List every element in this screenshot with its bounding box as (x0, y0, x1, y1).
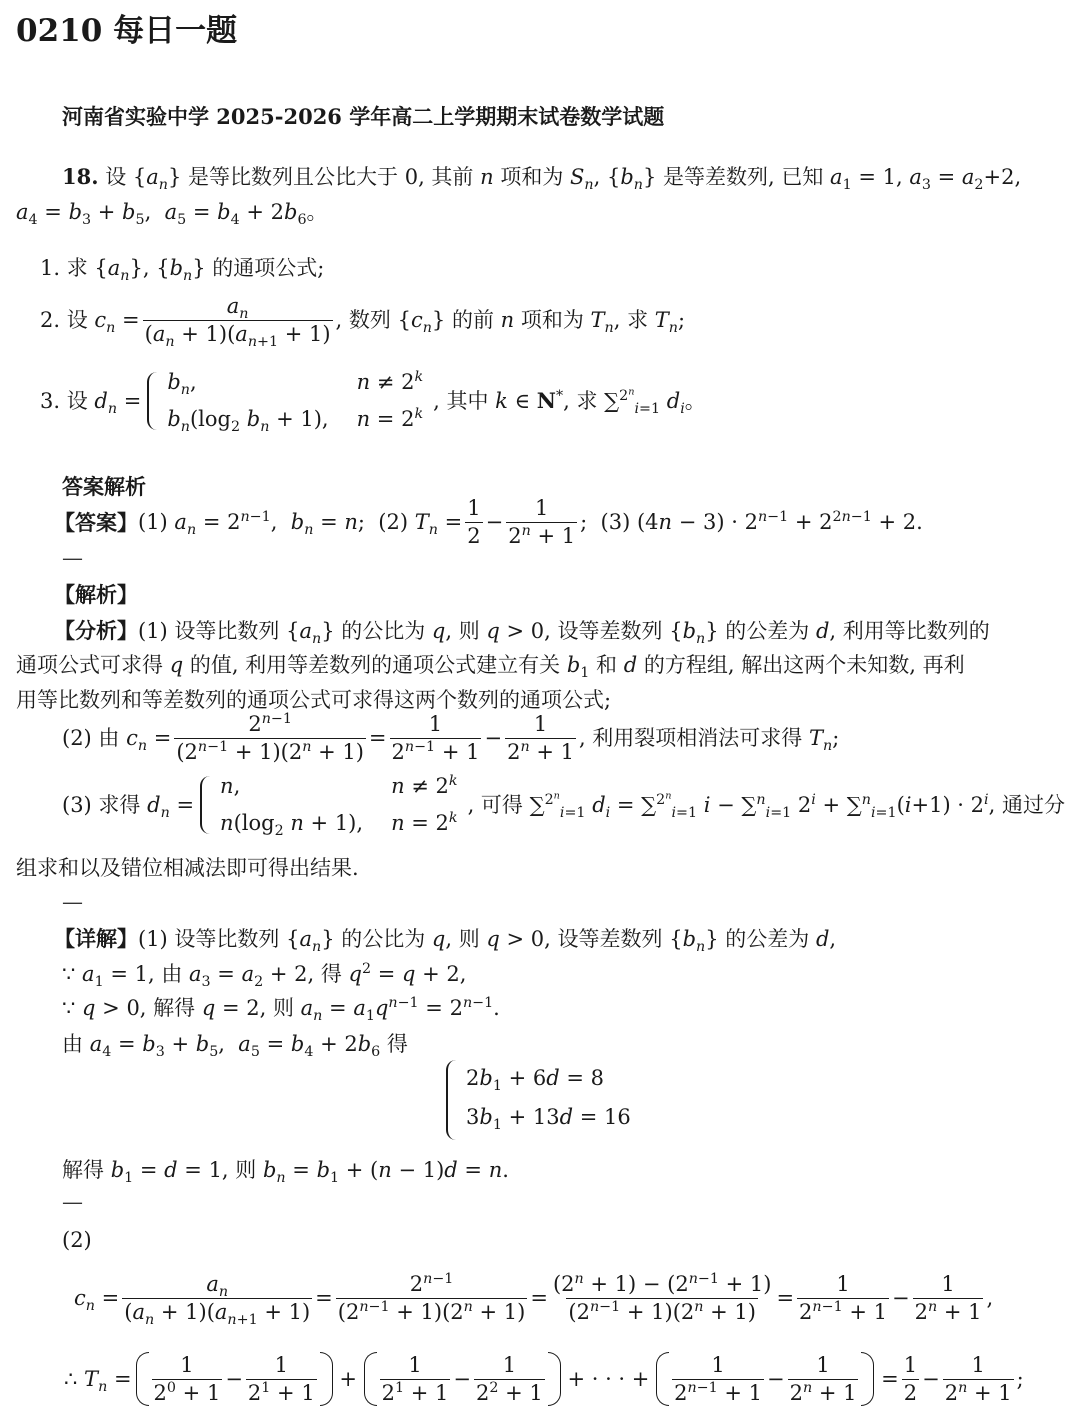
analysis-line-1: 【分析】(1) 设等比数列 $\{a_n\}$ 的公比为 q, 则 q > 0, 设等差数列 $\{b_n\}$ 的公差为 d, 利用等比数列的 (54, 618, 990, 647)
detail-line-3: ∵ q > 0, 解得 q = 2, 则 $a_n = a_1q^{n-1} = 2^{n-1}$. (62, 995, 500, 1024)
detail-line-1: 【详解】(1) 设等比数列 $\{a_n\}$ 的公比为 q, 则 q > 0, 设等差数列 $\{b_n\}$ 的公差为 d, (54, 926, 837, 955)
question-3: 3. 设 $d_n$ = $b_n$, $n \ne 2^k$ $b_n(\log_2$ $b_n + 1$), $n = 2^k$ , 其中 k ∈ N*, 求 ∑$^{2^n}_{i=1}$ $d_i$。 (40, 369, 706, 435)
analysis-heading: 【解析】 (54, 582, 138, 607)
analysis-label: 【分析】 (54, 618, 138, 643)
analysis-line-2: 通项公式可求得 q 的值, 利用等差数列的通项公式建立有关 $b_1$ 和 d 的方程组, 解出这两个未知数, 再利 (16, 653, 965, 681)
answer-heading: 答案解析 (62, 474, 146, 499)
cn-fraction: $\frac{a_n}{(a_n + 1)(a_{n+1} + 1)}$ (144, 294, 331, 350)
detail-line-5: 解得 $b_1 = d = 1$, 则 $b_n = b_1 + (n - 1)d = n$. (62, 1158, 509, 1186)
part-2-label: (2) (62, 1228, 92, 1252)
question-2: 2. 设 $c_n$ = $\frac{a_n}{(a_n + 1)(a_{n+1} + 1)}$ , 数列 $\{c_n\}$ 的前 n 项和为 $T_n$, 求 $T_n$; (40, 294, 686, 350)
analysis-line-5: (3) 求得 $d_n$ = n, $n \ne 2^k$ $n(\log_2$ n + 1), $n = 2^k$ , 可得 ∑$^{2^n}_{i=1}$ $d_i = \sum^{2^n}_{i=1}$ i − ∑$^n_{i=1}$ $2^i + \sum^n_{i=1}(i+1) \cdot 2^i$, 通过分 (62, 773, 1065, 839)
answer-line: 【答案】 (1) $a_n = 2^{n-1}$, $b_n = n$; (2) $T_n$ = $\frac{1}{2}$ − $\frac{1}{2^n + 1}$ ; (3) $(4n - 3) \cdot 2^{n-1} + 2^{2n-1} + 2$. (54, 496, 923, 548)
exam-name: 河南省实验中学 2025-2026 学年高二上学期期末试卷数学试题 (62, 104, 665, 129)
separator-2: — (62, 890, 83, 914)
problem-number: 18. (62, 164, 99, 189)
detail-label: 【详解】 (54, 926, 138, 951)
equation-system (446, 1060, 631, 1140)
analysis-line-3: 用等比数列和等差数列的通项公式可求得这两个数列的通项公式; (16, 688, 612, 712)
dn-cases: $b_n$, $n \ne 2^k$ $b_n(\log_2$ $b_n + 1$), $n = 2^k$ (147, 372, 423, 430)
detail-line-4: 由 $a_4 = b_3 + b_5$, $a_5 = b_4 + 2b_6$ 得 (62, 1032, 408, 1060)
system-eq-2: $3b_1 + 13d = 16$ (466, 1105, 631, 1133)
problem-stem-line-1: 18. 设 $\{a_n\}$ 是等比数列且公比大于 0, 其前 n 项和为 $S_n$, $\{b_n\}$ 是等差数列, 已知 $a_1 = 1$, $a_3 = a_2+2$, (62, 164, 1022, 193)
answer-label: 【答案】 (54, 510, 138, 535)
analysis-line-6: 组求和以及错位相减法即可得出结果. (16, 856, 359, 880)
separator-3: — (62, 1190, 83, 1214)
analysis-line-4: (2) 由 $c_n$ = $\frac{2^{n-1}}{(2^{n-1} + 1)(2^n + 1)}$ = $\frac{1}{2^{n-1} + 1}$ − $\frac{1}{2^n + 1}$ , 利用裂项相消法可求得 $T_n$; (62, 711, 840, 764)
tn-derivation: ∴ $T_n$ = $\frac{1}{2^0 + 1}$ − $\frac{1}{2^1 + 1}$ + $\frac{1}{2^1 + 1}$ − $\frac{1}{2^2 + 1}$ + · · · + $\frac{1}{2^{n-1} + 1}$ − $\frac{1}{2^n + 1}$ = $\frac{1}{2}$ − $\frac{1}{2^n + 1}$ ; (64, 1352, 1024, 1405)
separator-1: — (62, 546, 83, 570)
problem-stem-line-2: $a_4 = b_3 + b_5$, $a_5 = b_4 + 2b_6$。 (16, 200, 328, 228)
question-1: 1. 求 $\{a_n\}$, $\{b_n\}$ 的通项公式; (40, 256, 325, 284)
system-eq-1: $2b_1 + 6d = 8$ (466, 1066, 604, 1094)
detail-line-2: ∵ $a_1 = 1$, 由 $a_3 = a_2 + 2$, 得 $q^2 = q + 2$, (62, 961, 467, 990)
page-title: 0210 每日一题 (16, 13, 238, 49)
cn-derivation: $c_n$ = $\frac{a_n}{(a_n + 1)(a_{n+1} + 1)}$ = $\frac{2^{n-1}}{(2^{n-1} + 1)(2^n + 1)}$ = $\frac{(2^n + 1) - (2^{n-1} + 1)}{(2^{n-1} + 1)(2^n + 1)}$ = $\frac{1}{2^{n-1} + 1}$ − $\frac{1}{2^n + 1}$ , (74, 1271, 994, 1328)
